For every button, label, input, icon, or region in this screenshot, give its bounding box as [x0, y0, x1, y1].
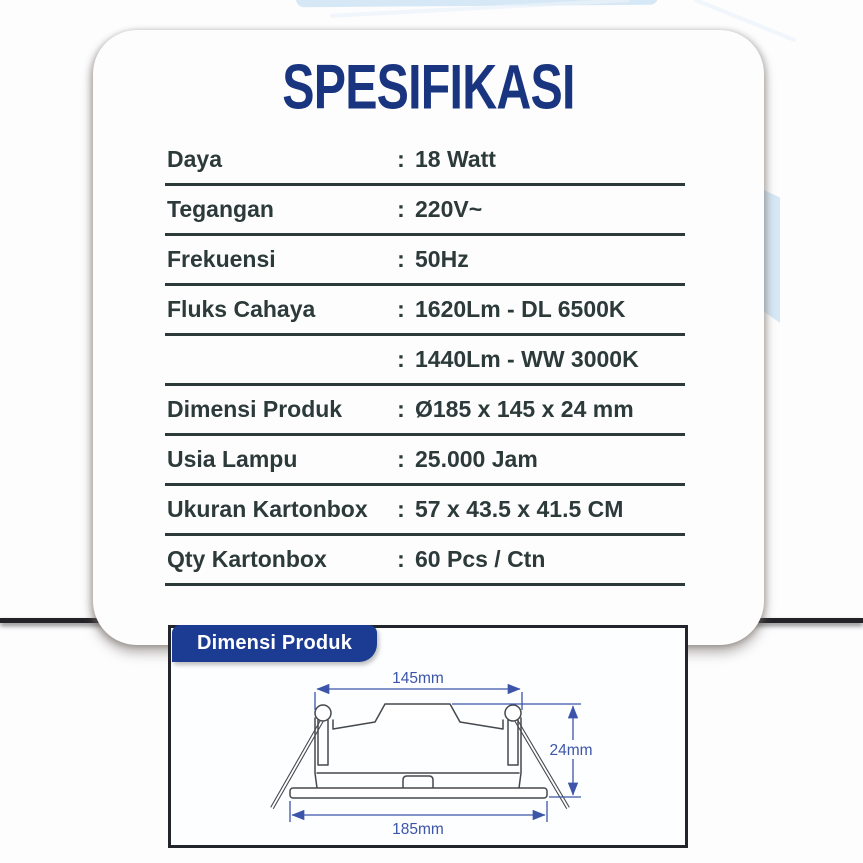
row-colon: : [397, 396, 405, 422]
row-value: 1440Lm - WW 3000K [415, 346, 639, 372]
table-row [165, 286, 685, 336]
decor-right-blue-strip [762, 182, 780, 323]
row-label: Ukuran Kartonbox [167, 496, 368, 522]
spec-card [93, 30, 764, 645]
row-label: Dimensi Produk [167, 396, 343, 422]
table-row [165, 236, 685, 286]
row-label: Tegangan [167, 196, 274, 222]
row-label: Daya [167, 146, 222, 172]
row-colon: : [397, 146, 405, 172]
row-colon: : [397, 296, 405, 322]
table-row [165, 186, 685, 236]
table-row [165, 336, 685, 386]
row-colon: : [397, 446, 405, 472]
row-value: 25.000 Jam [415, 446, 538, 472]
table-row [165, 486, 685, 536]
row-value: 18 Watt [415, 146, 496, 172]
row-colon: : [397, 346, 405, 372]
row-value: 57 x 43.5 x 41.5 CM [415, 496, 624, 522]
dim-185-label: 185mm [392, 821, 444, 838]
row-label: Qty Kartonbox [167, 546, 327, 572]
dim-145-label: 145mm [392, 670, 444, 687]
row-colon: : [397, 546, 405, 572]
page-title-wrap [93, 52, 764, 123]
row-colon: : [397, 246, 405, 272]
row-value: 60 Pcs / Ctn [415, 546, 546, 572]
row-colon: : [397, 496, 405, 522]
row-value: 1620Lm - DL 6500K [415, 296, 626, 322]
row-value: Ø185 x 145 x 24 mm [415, 396, 634, 422]
table-row [165, 536, 685, 586]
row-label: Frekuensi [167, 246, 276, 272]
dim-24-label: 24mm [549, 742, 593, 759]
fixture-body [290, 704, 547, 798]
row-label: Usia Lampu [167, 446, 298, 472]
table-row [165, 136, 685, 186]
table-row [165, 386, 685, 436]
row-label: Fluks Cahaya [167, 296, 316, 322]
spec-table [165, 136, 685, 586]
table-row [165, 436, 685, 486]
diagram-tab-label: Dimensi Produk [196, 632, 353, 654]
row-value: 50Hz [415, 246, 469, 272]
diagram-tab [172, 625, 377, 662]
page-title: SPESIFIKASI [282, 52, 575, 123]
row-value: 220V~ [415, 196, 483, 222]
row-colon: : [397, 196, 405, 222]
